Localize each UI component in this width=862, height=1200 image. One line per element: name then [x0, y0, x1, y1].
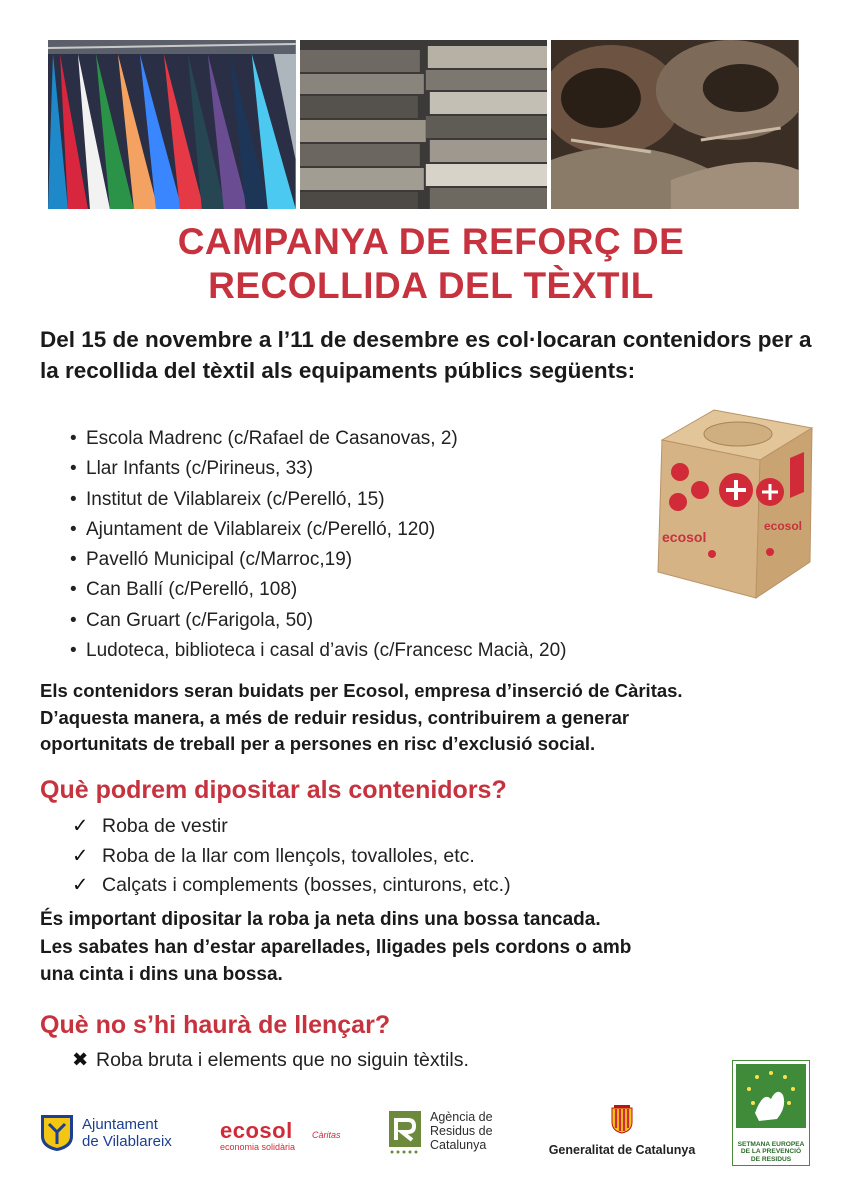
list-item: • Escola Madrenc (c/Rafael de Casanovas, 2) [70, 424, 567, 454]
bullet: • [70, 640, 77, 662]
ecosol-logo: ecosol economia solidària Càritas [220, 1118, 341, 1152]
agencia-icon [388, 1110, 422, 1156]
check-icon: ✓ [72, 815, 89, 837]
not-allowed-items-list [72, 1046, 469, 1074]
section-heading-not-allowed: Què no s’hi haurà de llençar? [40, 1011, 391, 1039]
svg-text:ecosol: ecosol [764, 519, 803, 533]
list-item: ✓ Roba de la llar com llençols, tovalloles, etc. [72, 842, 511, 872]
list-item: • Can Gruart (c/Farigola, 50) [70, 606, 567, 636]
bullet: • [70, 488, 77, 510]
page-title [0, 220, 862, 308]
bullet: • [70, 518, 77, 540]
check-icon: ✓ [72, 874, 89, 896]
check-icon: ✓ [72, 844, 89, 867]
instructions-paragraph: És important dipositar la roba ja neta dins una bossa tancada. Les sabates han d’estar aparellades, lligades pels cordons o amb una cinta i dins una bossa. [40, 909, 632, 985]
list-item: ✓ Roba de vestir [72, 812, 511, 842]
shield-icon [40, 1114, 74, 1152]
hand-stars-icon [733, 1061, 809, 1131]
list-item: • Llar Infants (c/Pirineus, 33) [70, 454, 567, 484]
bullet: • [70, 579, 77, 601]
box-brand: ecosol [662, 529, 707, 545]
cross-icon: ✖ [72, 1049, 89, 1071]
setmana-europea-logo: SETMANA EUROPEA DE LA PREVENCIÓ DE RESIDUS [732, 1060, 810, 1166]
title-line-2: RECOLLIDA DEL TÈXTIL [208, 265, 654, 306]
list-item: • Ludoteca, biblioteca i casal d’avis (c/Francesc Macià, 20) [70, 636, 567, 666]
section-heading-allowed: Què podrem dipositar als contenidors? [40, 776, 507, 804]
boots-photo [551, 40, 799, 209]
list-item: • Can Ballí (c/Perelló, 108) [70, 575, 567, 605]
bullet: • [70, 428, 77, 449]
generalitat-logo: Generalitat de Catalunya [533, 1104, 711, 1157]
list-item: ✖ Roba bruta i elements que no siguin tèxtils. [72, 1046, 469, 1074]
agencia-residus-logo: Agència de Residus de Catalunya [388, 1110, 493, 1156]
list-item: • Institut de Vilablareix (c/Perelló, 15) [70, 485, 567, 515]
bullet: • [70, 609, 77, 631]
list-item: • Pavelló Municipal (c/Marroc,19) [70, 545, 567, 575]
places-list [70, 424, 567, 666]
collection-box-icon [652, 402, 822, 602]
header-photo-strip [48, 40, 799, 209]
folded-sweaters-photo [300, 40, 548, 209]
ecosol-paragraph: Els contenidors seran buidats per Ecosol, empresa d’inserció de Càritas. D’aquesta manera, a més de reduir residus, contribuirem a generar oportunitats de treball per a persones en risc d’exclusió social. [40, 680, 683, 754]
hanging-clothes-photo [48, 40, 296, 209]
bullet: • [70, 458, 77, 480]
bullet: • [70, 549, 77, 571]
caritas-logo: Càritas [312, 1130, 341, 1140]
intro-text: Del 15 de novembre a l’11 de desembre es col·locaran contenidors per a la recollida del tèxtil als equipaments públics següents: [40, 327, 812, 383]
generalitat-emblem-icon [611, 1104, 633, 1134]
allowed-items-list [72, 812, 511, 901]
list-item: ✓ Calçats i complements (bosses, cinturons, etc.) [72, 871, 511, 901]
title-line-1: CAMPANYA DE REFORÇ DE [177, 221, 685, 262]
list-item: • Ajuntament de Vilablareix (c/Perelló, 120) [70, 515, 567, 545]
ajuntament-logo: Ajuntament de Vilablareix [40, 1114, 172, 1152]
